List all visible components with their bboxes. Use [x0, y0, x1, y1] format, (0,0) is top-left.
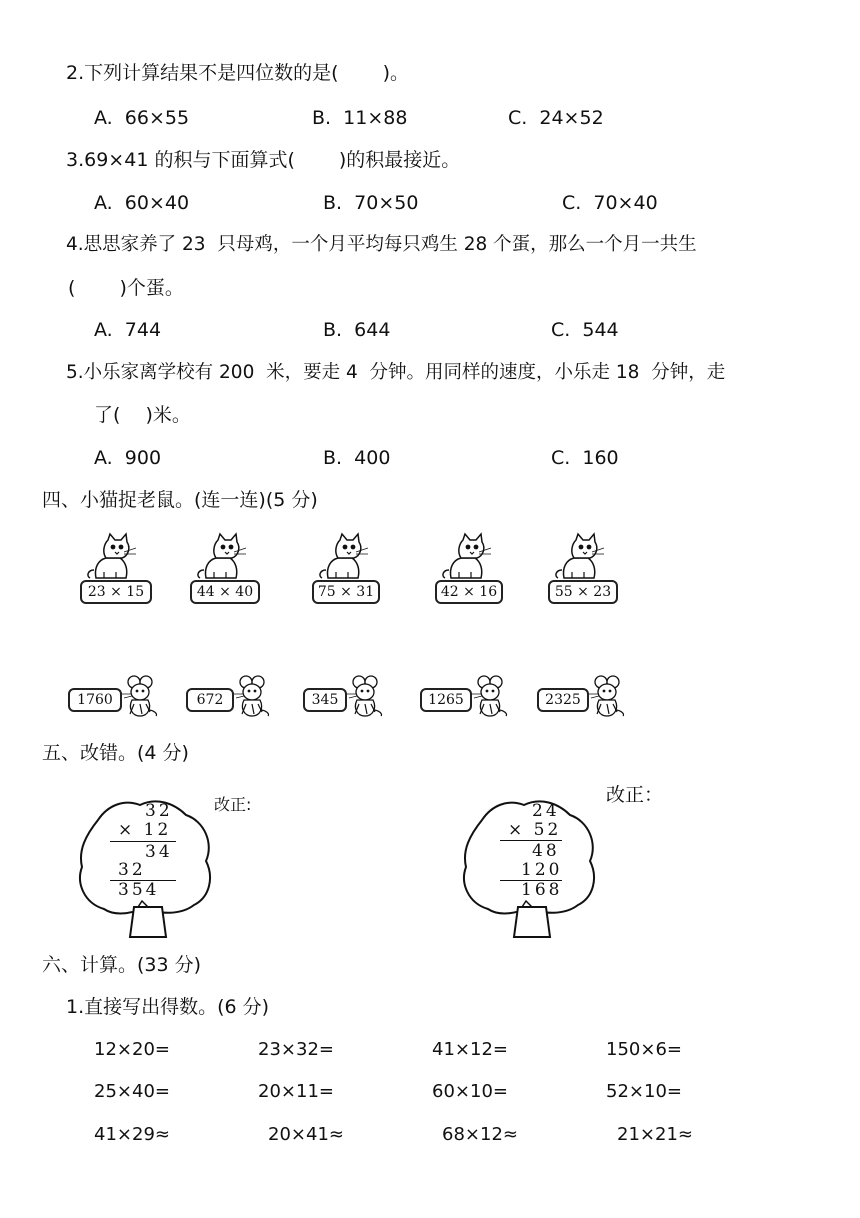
cat-icon	[552, 532, 608, 580]
question-4-option-a: A. 744	[94, 319, 162, 341]
question-2-option-a: A. 66×55	[94, 107, 190, 129]
correction-label-2: 改正：	[606, 784, 664, 806]
question-2-option-b: B. 11×88	[312, 107, 408, 129]
mental-calc-r3-c4: 21×21≈	[617, 1124, 693, 1145]
mouse-answer[interactable]: 2325	[537, 688, 589, 712]
mouse-icon	[470, 674, 510, 718]
question-4-option-b: B. 644	[323, 319, 391, 341]
cat-icon	[84, 532, 140, 580]
question-5-option-b: B. 400	[323, 447, 391, 469]
problem-2-partial-2: 120	[521, 860, 563, 880]
question-5-stem-line-2: 了( )米。	[94, 404, 191, 426]
section-4-title: 四、小猫捉老鼠。(连一连)(5 分)	[42, 489, 318, 511]
mouse-icon	[345, 674, 385, 718]
mental-calc-r1-c1: 12×20=	[94, 1039, 170, 1060]
problem-1-multiplicand: 32	[145, 801, 173, 821]
cat-icon	[439, 532, 495, 580]
cat-expression[interactable]: 44 × 40	[190, 580, 260, 604]
correction-label-1: 改正:	[214, 795, 252, 814]
question-5-option-a: A. 900	[94, 447, 162, 469]
question-5-stem-line-1: 5.小乐家离学校有 200 米，要走 4 分钟。用同样的速度，小乐走 18 分钟，走	[66, 362, 726, 383]
question-4-stem-line-1: 4.思思家养了 23 只母鸡，一个月平均每只鸡生 28 个蛋，那么一个月一共生	[66, 234, 697, 255]
mental-calc-r2-c4: 52×10=	[606, 1081, 682, 1102]
question-3-stem: 3.69×41 的积与下面算式( )的积最接近。	[66, 149, 461, 171]
question-3-option-c: C. 70×40	[562, 192, 658, 214]
mental-calc-r3-c2: 20×41≈	[268, 1124, 344, 1145]
mental-calc-r1-c4: 150×6=	[606, 1039, 682, 1060]
question-3-option-b: B. 70×50	[323, 192, 419, 214]
mouse-answer[interactable]: 672	[186, 688, 234, 712]
mouse-icon	[120, 674, 160, 718]
mental-calc-r2-c2: 20×11=	[258, 1081, 334, 1102]
section-6-subtitle: 1.直接写出得数。(6 分)	[66, 996, 270, 1018]
question-2-option-c: C. 24×52	[508, 107, 604, 129]
cat-expression[interactable]: 42 × 16	[435, 580, 503, 604]
question-4-option-c: C. 544	[551, 319, 619, 341]
cat-expression[interactable]: 75 × 31	[312, 580, 380, 604]
mouse-answer[interactable]: 1265	[420, 688, 472, 712]
mental-calc-r3-c1: 41×29≈	[94, 1124, 170, 1145]
question-2-stem: 2.下列计算结果不是四位数的是( )。	[66, 62, 409, 84]
cat-icon	[194, 532, 250, 580]
question-4-stem-line-2: ( )个蛋。	[68, 277, 184, 299]
question-5-option-c: C. 160	[551, 447, 619, 469]
problem-1-partial-1: 34	[145, 842, 173, 862]
mental-calc-r1-c2: 23×32=	[258, 1039, 334, 1060]
problem-2-result: 168	[521, 880, 563, 900]
cat-icon	[316, 532, 372, 580]
section-6-title: 六、计算。(33 分)	[42, 954, 202, 976]
mouse-icon	[587, 674, 627, 718]
mouse-icon	[232, 674, 272, 718]
problem-1-partial-2: 32	[118, 860, 146, 880]
problem-2-multiplicand: 24	[532, 801, 560, 821]
cat-expression[interactable]: 55 × 23	[548, 580, 618, 604]
mouse-answer[interactable]: 345	[303, 688, 347, 712]
problem-2-partial-1: 48	[532, 841, 560, 861]
mental-calc-r2-c3: 60×10=	[432, 1081, 508, 1102]
problem-2-multiplier: × 52	[508, 820, 562, 840]
problem-1-multiplier: × 12	[118, 820, 172, 840]
mental-calc-r2-c1: 25×40=	[94, 1081, 170, 1102]
mental-calc-r1-c3: 41×12=	[432, 1039, 508, 1060]
cat-expression[interactable]: 23 × 15	[80, 580, 152, 604]
mental-calc-r3-c3: 68×12≈	[442, 1124, 518, 1145]
question-3-option-a: A. 60×40	[94, 192, 190, 214]
mouse-answer[interactable]: 1760	[68, 688, 122, 712]
section-5-title: 五、改错。(4 分)	[42, 742, 189, 764]
problem-1-result: 354	[118, 880, 160, 900]
